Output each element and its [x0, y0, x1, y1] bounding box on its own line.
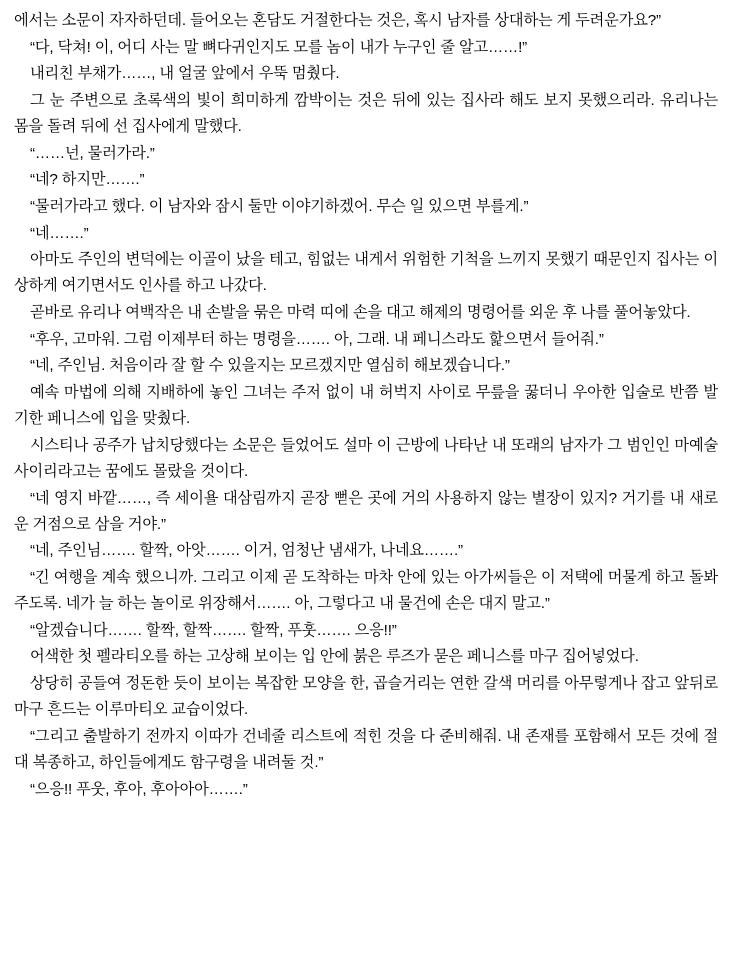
paragraph: “네? 하지만…….” [30, 171, 145, 189]
paragraph: 시스티나 공주가 납치당했다는 소문은 들었어도 설마 이 근방에 나타난 내 또래의 남자가 그 범인인 마예술사이리라고는 꿈에도 몰랐을 것이다. [14, 436, 718, 480]
paragraph: “네, 주인님……. 할짝, 아앗……. 이거, 엄청난 냄새가, 나네요…….” [30, 542, 463, 560]
paragraph: 곧바로 유리나 여백작은 내 손발을 묶은 마력 띠에 손을 대고 해제의 명령어를 외운 후 나를 풀어놓았다. [30, 304, 691, 322]
paragraph: 아마도 주인의 변덕에는 이골이 났을 테고, 힘없는 내게서 위험한 기척을 느끼지 못했기 때문인지 집사는 이상하게 여기면서도 인사를 하고 나갔다. [14, 251, 718, 295]
paragraph: “으응!! 푸웃, 후아, 후아아아…….” [30, 780, 248, 798]
paragraph: “물러가라고 했다. 이 남자와 잠시 둘만 이야기하겠어. 무슨 일 있으면 부를게.” [30, 197, 529, 215]
paragraph: 예속 마법에 의해 지배하에 놓인 그녀는 주저 없이 내 허벅지 사이로 무릎을 꿇더니 우아한 입술로 반쯤 발기한 페니스에 입을 맞췄다. [14, 383, 718, 428]
paragraph: “네 영지 바깥……, 즉 세이욜 대삼림까지 곧장 뻗은 곳에 거의 사용하지 않는 별장이 있지? 거기를 내 새로운 거점으로 삼을 거야.” [14, 489, 718, 533]
paragraph: “다, 닥쳐! 이, 어디 사는 말 뼈다귀인지도 모를 놈이 내가 누구인 줄 알고……!” [30, 38, 528, 56]
paragraph: “네, 주인님. 처음이라 잘 할 수 있을지는 모르겠지만 열심히 해보겠습니다.” [30, 357, 510, 375]
document-body [14, 8, 723, 803]
paragraph: 어색한 첫 펠라티오를 하는 고상해 보이는 입 안에 붉은 루즈가 묻은 페니스를 마구 집어넣었다. [30, 648, 639, 666]
paragraph: “알겠습니다……. 할짝, 할짝……. 할짝, 푸훗……. 으응!!” [30, 621, 397, 639]
paragraph: “그리고 출발하기 전까지 이따가 건네줄 리스트에 적힌 것을 다 준비해줘. 내 존재를 포함해서 모든 것에 절대 복종하고, 하인들에게도 함구령을 내려둘 것.” [14, 727, 718, 771]
paragraph: 에서는 소문이 자자하던데. 들어오는 혼담도 거절한다는 것은, 혹시 남자를 상대하는 게 두려운가요?” [14, 12, 661, 29]
paragraph: “……넌, 물러가라.” [30, 144, 155, 162]
paragraph: “후우, 고마워. 그럼 이제부터 하는 명령을……. 아, 그래. 내 페니스라도 핥으면서 들어줘.” [30, 330, 604, 348]
paragraph: 상당히 공들여 정돈한 듯이 보이는 복잡한 모양을 한, 곱슬거리는 연한 갈색 머리를 아무렇게나 잡고 앞뒤로 마구 흔드는 이루마티오 교습이었다. [14, 675, 723, 719]
paragraph: 내리친 부채가……, 내 얼굴 앞에서 우뚝 멈췄다. [30, 65, 340, 83]
paragraph: 그 눈 주변으로 초록색의 빛이 희미하게 깜박이는 것은 뒤에 있는 집사라 해도 보지 못했으리라. 유리나는 몸을 돌려 뒤에 선 집사에게 말했다. [14, 91, 723, 136]
paragraph: “네…….” [30, 224, 89, 242]
paragraph: “긴 여행을 계속 했으니까. 그리고 이제 곧 도착하는 마차 안에 있는 아가씨들은 이 저택에 머물게 하고 돌봐주도록. 네가 늘 하는 놀이로 위장해서……. 아, 그렇다고 내 물건에 손은 대지 말고.” [14, 568, 718, 613]
